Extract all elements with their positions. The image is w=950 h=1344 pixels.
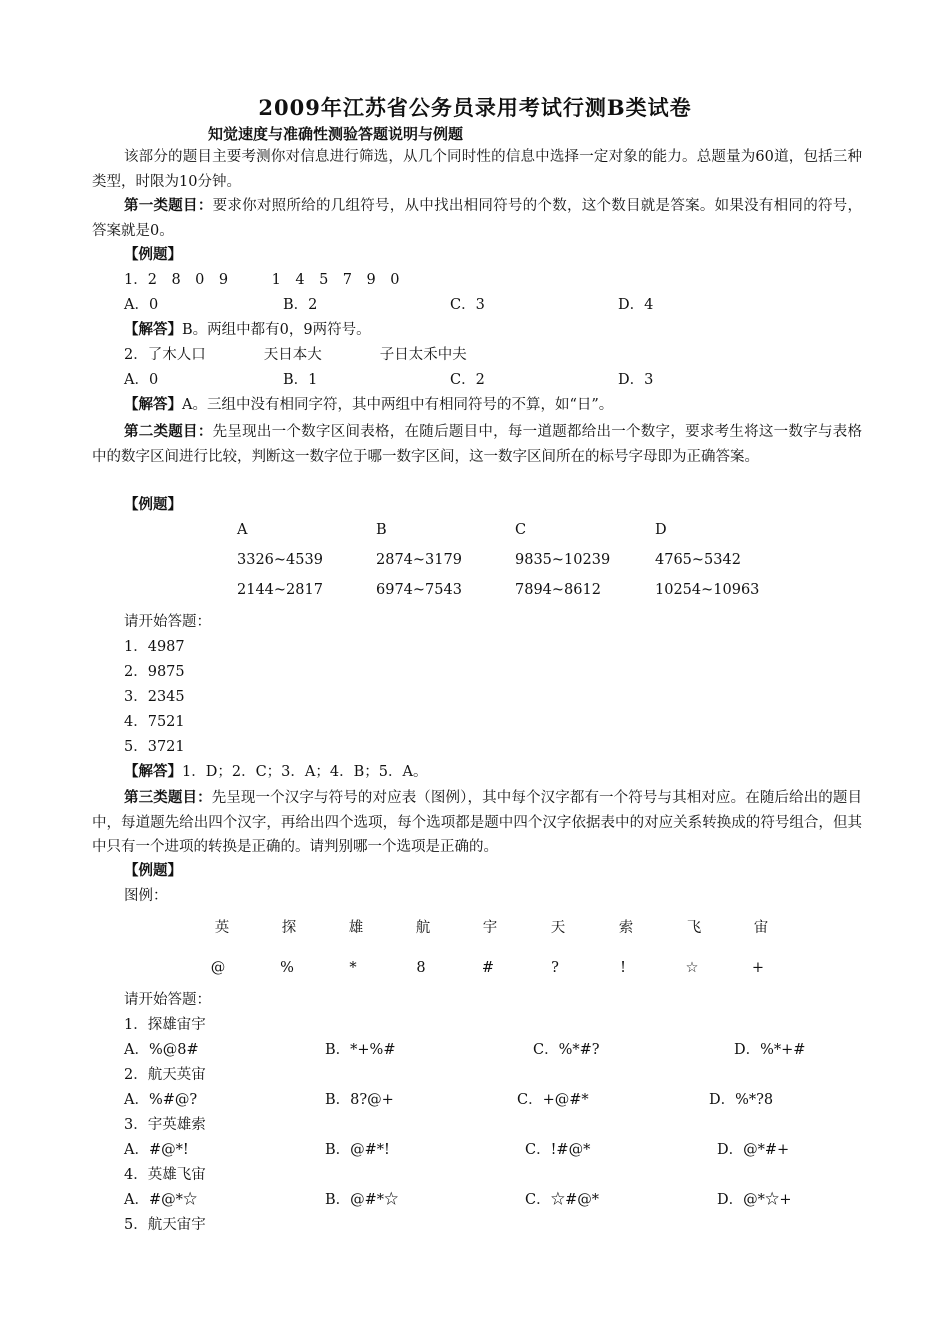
legend-symbol: @ <box>210 960 226 976</box>
type1-q1-opt-c: C．3 <box>450 297 485 313</box>
type1-q1-opt-d: D．4 <box>618 297 654 313</box>
type1-q2-opt-d: D．3 <box>618 372 654 388</box>
type3-q3-opt-d: D．@*#+ <box>717 1142 790 1158</box>
page-title: 2009年江苏省公务员录用考试行测B类试卷 <box>258 95 692 120</box>
type2-start: 请开始答题： <box>124 614 211 630</box>
type3-q1-opt-c: C．%*#? <box>533 1042 600 1058</box>
type3-start: 请开始答题： <box>124 992 211 1008</box>
type3-q1-stem: 1．探雄宙宇 <box>124 1017 206 1033</box>
legend-label: 图例： <box>124 888 168 904</box>
table-cell: 9835~10239 <box>515 552 611 568</box>
legend-char: 宇 <box>482 920 498 936</box>
type3-q3-stem: 3．宇英雄索 <box>124 1117 206 1133</box>
table-cell: 2874~3179 <box>376 552 462 568</box>
legend-char: 索 <box>618 920 634 936</box>
type3-example-label: 【例题】 <box>124 862 182 879</box>
type3-q4-opt-c: C．☆#@* <box>525 1192 599 1208</box>
type2-question: 4．7521 <box>124 714 185 730</box>
legend-symbol: * <box>349 960 357 976</box>
intro-paragraph: 该部分的题目主要考测你对信息进行筛选，从几个同时性的信息中选择一定对象的能力。总题量为60道，包括三种类型，时限为10分钟。 <box>92 149 862 190</box>
type2-question: 1．4987 <box>124 639 185 655</box>
type1-q1-stem: 1．2 8 0 9 1 4 5 7 9 0 <box>124 272 400 288</box>
page-subtitle: 知觉速度与准确性测验答题说明与例题 <box>208 125 464 143</box>
type3-q1-opt-d: D．%*+# <box>734 1042 806 1058</box>
type1-answer2 <box>124 395 613 415</box>
legend-symbol: # <box>481 960 495 976</box>
legend-symbol: ! <box>620 960 626 976</box>
type3-q1-opt-a: A．%@8# <box>124 1042 199 1058</box>
type2-paragraph <box>92 420 862 469</box>
type2-question: 2．9875 <box>124 664 185 680</box>
type1-label: 第一类题目： <box>124 197 213 214</box>
legend-char: 飞 <box>686 920 702 936</box>
type2-text: 先呈现出一个数字区间表格，在随后题目中，每一道题都给出一个数字，要求考生将这一数字与表格中的数字区间进行比较，判断这一数字位于哪一数字区间，这一数字区间所在的标号字母即为正确答案。 <box>92 424 862 465</box>
type3-q4-opt-b: B．@#*☆ <box>325 1192 399 1208</box>
type3-label: 第三类题目： <box>124 789 212 806</box>
answer-text: B。两组中都有0，9两符号。 <box>182 322 371 338</box>
type3-q2-opt-a: A．%#@? <box>124 1092 198 1108</box>
legend-symbol: % <box>280 960 294 976</box>
table-header-c: C <box>515 522 527 538</box>
legend-char: 英 <box>214 920 230 936</box>
type1-text: 要求你对照所给的几组符号，从中找出相同符号的个数，这个数目就是答案。如果没有相同的符号，答案就是0。 <box>92 198 862 239</box>
type3-q1-opt-b: B．*+%# <box>325 1042 396 1058</box>
legend-char: 雄 <box>348 920 364 936</box>
type3-text: 先呈现一个汉字与符号的对应表（图例），其中每个汉字都有一个符号与其相对应。在随后给出的题目中，每道题先给出四个汉字，再给出四个选项，每个选项都是题中四个汉字依据表中的对应关系转换成的符号组合，但其中只有一个进项的转换是正确的。请判别哪一个选项是正确的。 <box>92 790 863 855</box>
type1-q1-opt-a: A．0 <box>124 297 159 313</box>
table-cell: 4765~5342 <box>655 552 741 568</box>
type3-paragraph <box>92 786 862 860</box>
type3-q4-opt-d: D．@*☆+ <box>717 1192 792 1208</box>
table-cell: 2144~2817 <box>237 582 323 598</box>
type1-paragraph <box>92 194 862 243</box>
type3-q2-opt-c: C．+@#* <box>517 1092 589 1108</box>
answer-text: 1．D；2．C；3．A；4．B；5．A。 <box>182 764 428 780</box>
table-cell: 6974~7543 <box>376 582 462 598</box>
type2-question: 3．2345 <box>124 689 185 705</box>
type3-q4-stem: 4．英雄飞宙 <box>124 1167 206 1183</box>
legend-char: 探 <box>281 920 297 936</box>
type2-example-label: 【例题】 <box>124 496 182 513</box>
type1-q2-opt-a: A．0 <box>124 372 159 388</box>
type1-example-label: 【例题】 <box>124 246 182 263</box>
legend-char: 航 <box>415 920 431 936</box>
answer-text: A。三组中没有相同字符，其中两组中有相同符号的不算，如“日”。 <box>182 397 614 413</box>
type3-q2-opt-d: D．%*?8 <box>709 1092 774 1108</box>
legend-char: 天 <box>550 920 566 936</box>
type2-question: 5．3721 <box>124 739 185 755</box>
type2-label: 第二类题目： <box>124 423 213 440</box>
type3-q3-opt-a: A．#@*! <box>124 1142 189 1158</box>
answer-label: 【解答】 <box>124 321 182 338</box>
table-header-d: D <box>655 522 667 538</box>
legend-symbol: 8 <box>416 960 426 976</box>
answer-label: 【解答】 <box>124 763 182 780</box>
table-cell: 7894~8612 <box>515 582 601 598</box>
type1-q2-stem: 2．了木人口 天日本大 子日太禾中夫 <box>124 347 467 363</box>
legend-symbol: ? <box>551 960 559 976</box>
answer-label: 【解答】 <box>124 396 182 413</box>
legend-symbol: ☆ <box>685 960 699 976</box>
type1-q2-opt-b: B．1 <box>283 372 318 388</box>
legend-symbol: + <box>751 960 765 976</box>
legend-char: 宙 <box>753 920 769 936</box>
table-cell: 3326~4539 <box>237 552 323 568</box>
table-cell: 10254~10963 <box>655 582 760 598</box>
type3-q5-stem: 5．航天宙宇 <box>124 1217 206 1233</box>
table-header-b: B <box>376 522 387 538</box>
type3-q3-opt-c: C．!#@* <box>525 1142 591 1158</box>
type3-q4-opt-a: A．#@*☆ <box>124 1192 198 1208</box>
type2-answer <box>124 762 427 782</box>
table-header-a: A <box>237 522 248 538</box>
type1-q1-opt-b: B．2 <box>283 297 318 313</box>
type3-q3-opt-b: B．@#*! <box>325 1142 390 1158</box>
type1-answer1 <box>124 320 371 340</box>
type3-q2-stem: 2．航天英宙 <box>124 1067 206 1083</box>
type3-q2-opt-b: B．8?@+ <box>325 1092 394 1108</box>
type1-q2-opt-c: C．2 <box>450 372 485 388</box>
